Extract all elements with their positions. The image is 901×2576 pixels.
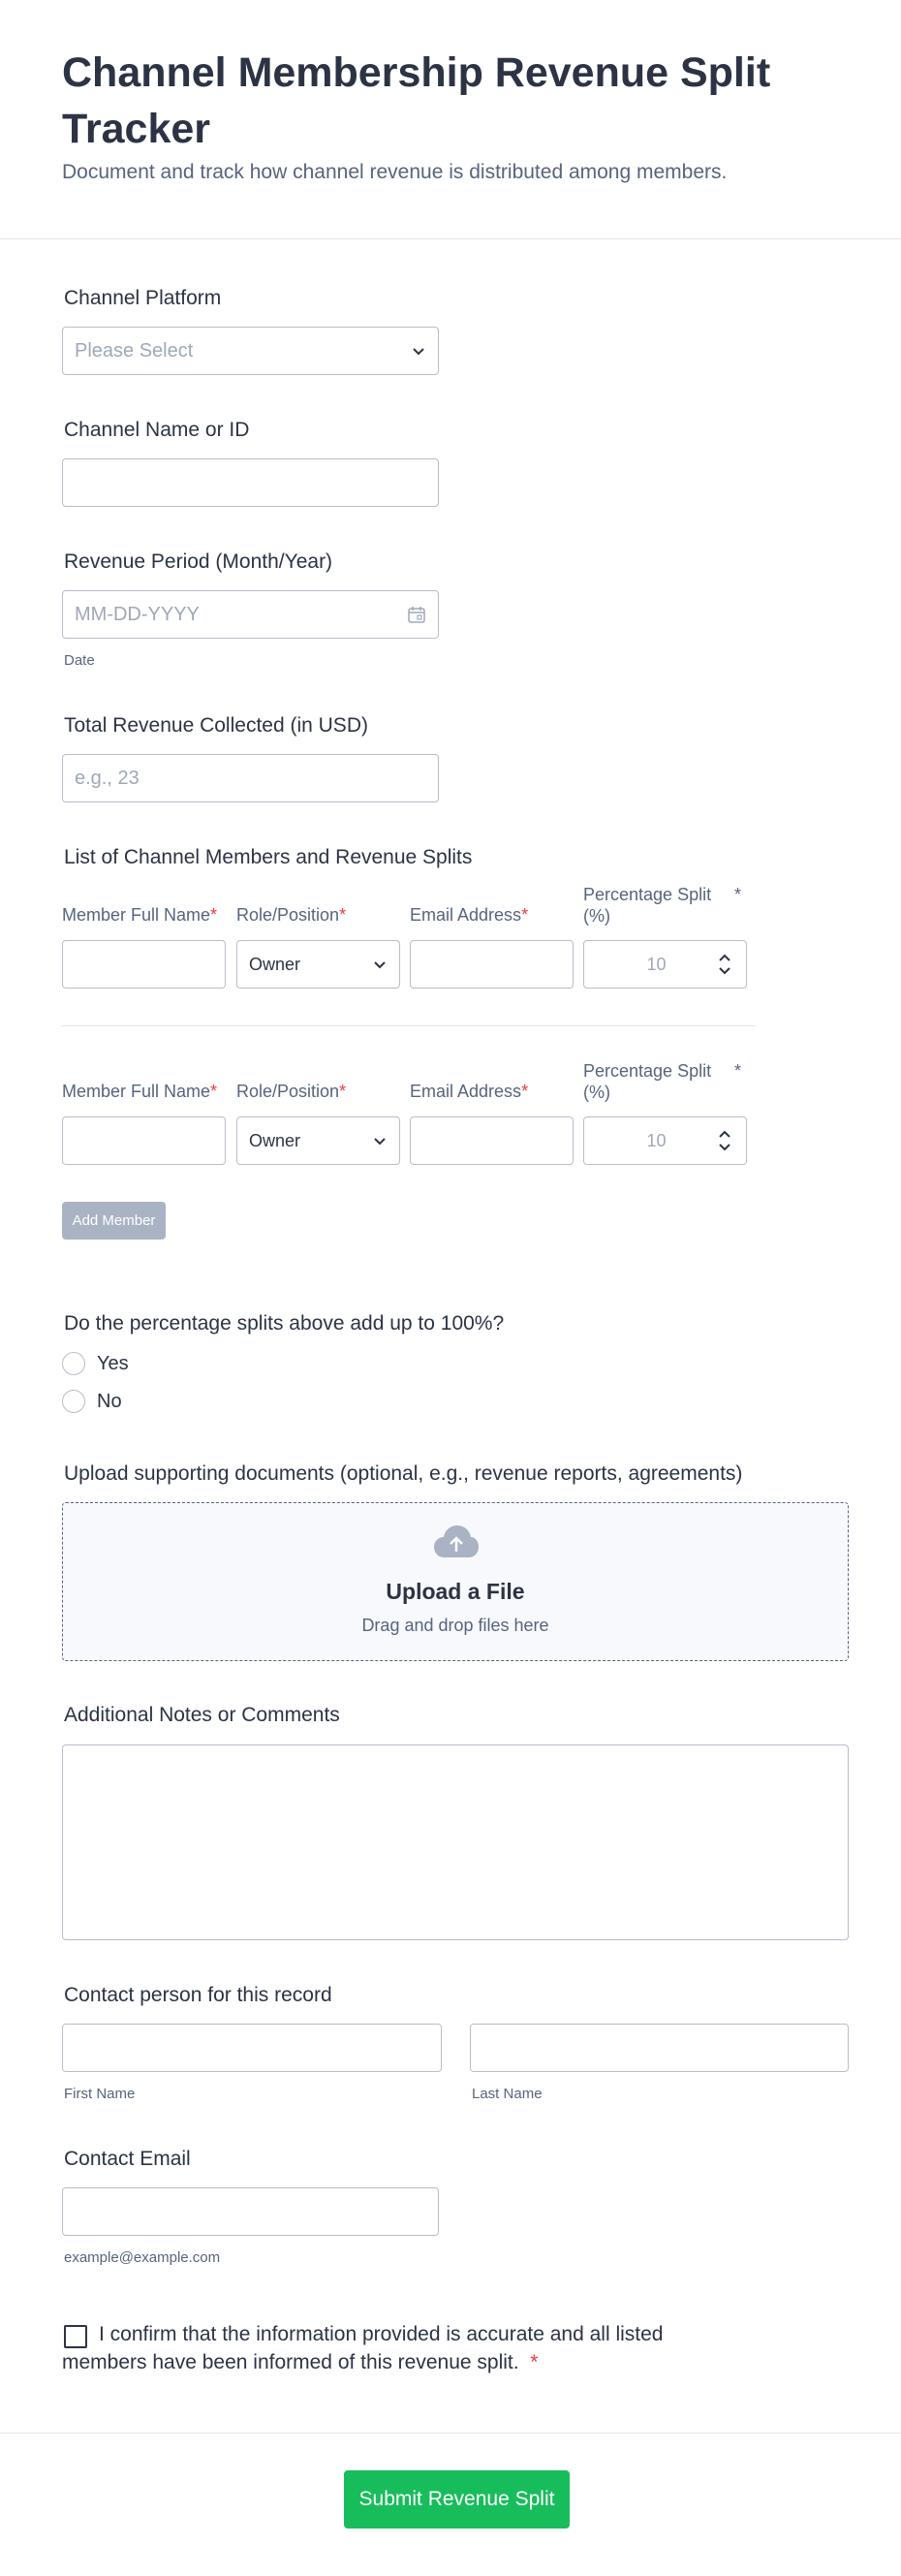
radio-option-no[interactable] — [62, 1390, 122, 1413]
upload-title: Upload a File — [386, 1579, 525, 1604]
platform-select[interactable] — [62, 327, 439, 375]
radio-option-yes[interactable] — [62, 1352, 129, 1375]
spinner-arrows-icon[interactable] — [717, 951, 732, 978]
members-label: List of Channel Members and Revenue Splits — [64, 846, 473, 868]
member-name-input[interactable] — [62, 940, 226, 989]
last-name-sublabel: Last Name — [472, 2086, 543, 2102]
required-mark: * — [734, 1061, 742, 1081]
first-name-sublabel: First Name — [64, 2086, 136, 2102]
radio-button[interactable] — [62, 1390, 85, 1413]
radio-button[interactable] — [62, 1352, 85, 1375]
revenue-period-input[interactable] — [62, 590, 439, 639]
total-revenue-label: Total Revenue Collected (in USD) — [64, 714, 368, 737]
member-name-column-label: Member Full Name* — [62, 1082, 218, 1101]
upload-subtitle: Drag and drop files here — [361, 1616, 549, 1635]
form-header — [0, 0, 901, 239]
required-mark: * — [530, 2351, 539, 2373]
member-row-divider — [62, 1025, 756, 1026]
add-member-button[interactable]: Add Member — [62, 1202, 166, 1240]
contact-email-sublabel: example@example.com — [64, 2249, 221, 2266]
member-name-column-label: Member Full Name* — [62, 905, 218, 925]
page-title: Channel Membership Revenue Split Tracker — [62, 49, 771, 152]
member-split-spinner[interactable] — [583, 1116, 747, 1165]
member-role-value: Owner — [249, 954, 301, 974]
platform-placeholder: Please Select — [75, 339, 194, 361]
last-name-input[interactable] — [470, 2024, 849, 2072]
channel-name-input[interactable] — [62, 458, 439, 507]
footer-divider — [0, 2433, 901, 2434]
confirm-text[interactable]: I confirm that the information provided is accurate and all listed members have been informed of this revenue split. * — [62, 2323, 664, 2373]
contact-email-label: Contact Email — [64, 2148, 191, 2170]
member-email-column-label: Email Address* — [410, 905, 529, 925]
member-split-column-label: Percentage Split (%) — [583, 885, 712, 926]
total-revenue-input[interactable] — [62, 754, 439, 802]
channel-name-label: Channel Name or ID — [64, 419, 250, 441]
revenue-period-sublabel: Date — [64, 652, 95, 669]
member-role-column-label: Role/Position* — [236, 905, 347, 925]
calendar-icon[interactable] — [407, 605, 426, 624]
notes-textarea[interactable] — [62, 1744, 849, 1940]
contact-email-input[interactable] — [62, 2187, 439, 2236]
chevron-down-icon — [372, 1133, 388, 1148]
spinner-arrows-icon[interactable] — [717, 1127, 732, 1154]
platform-label: Channel Platform — [64, 287, 222, 309]
member-name-input[interactable] — [62, 1116, 226, 1165]
member-role-select[interactable] — [236, 1116, 400, 1165]
upload-label: Upload supporting documents (optional, e.g., revenue reports, agreements) — [64, 1462, 743, 1485]
radio-label: Yes — [97, 1352, 129, 1374]
member-email-column-label: Email Address* — [410, 1082, 529, 1101]
member-email-input[interactable] — [410, 940, 574, 989]
file-upload-dropzone[interactable] — [62, 1502, 849, 1661]
contact-person-label: Contact person for this record — [64, 1984, 332, 2006]
required-mark: * — [734, 885, 742, 904]
member-split-spinner[interactable] — [583, 940, 747, 989]
member-split-column-label: Percentage Split (%) — [583, 1061, 712, 1102]
member-role-select[interactable] — [236, 940, 400, 989]
page-subtitle: Document and track how channel revenue is distributed among members. — [62, 161, 728, 183]
splits-check-label: Do the percentage splits above add up to 100%? — [64, 1312, 505, 1335]
chevron-down-icon — [411, 343, 426, 359]
first-name-input[interactable] — [62, 2024, 442, 2072]
radio-label: No — [97, 1390, 122, 1412]
chevron-down-icon — [372, 957, 388, 972]
member-role-column-label: Role/Position* — [236, 1082, 347, 1101]
cloud-upload-icon — [433, 1524, 480, 1559]
submit-button[interactable]: Submit Revenue Split — [344, 2470, 570, 2529]
notes-label: Additional Notes or Comments — [64, 1704, 340, 1726]
member-email-input[interactable] — [410, 1116, 574, 1165]
revenue-period-label: Revenue Period (Month/Year) — [64, 550, 333, 573]
member-role-value: Owner — [249, 1130, 301, 1150]
